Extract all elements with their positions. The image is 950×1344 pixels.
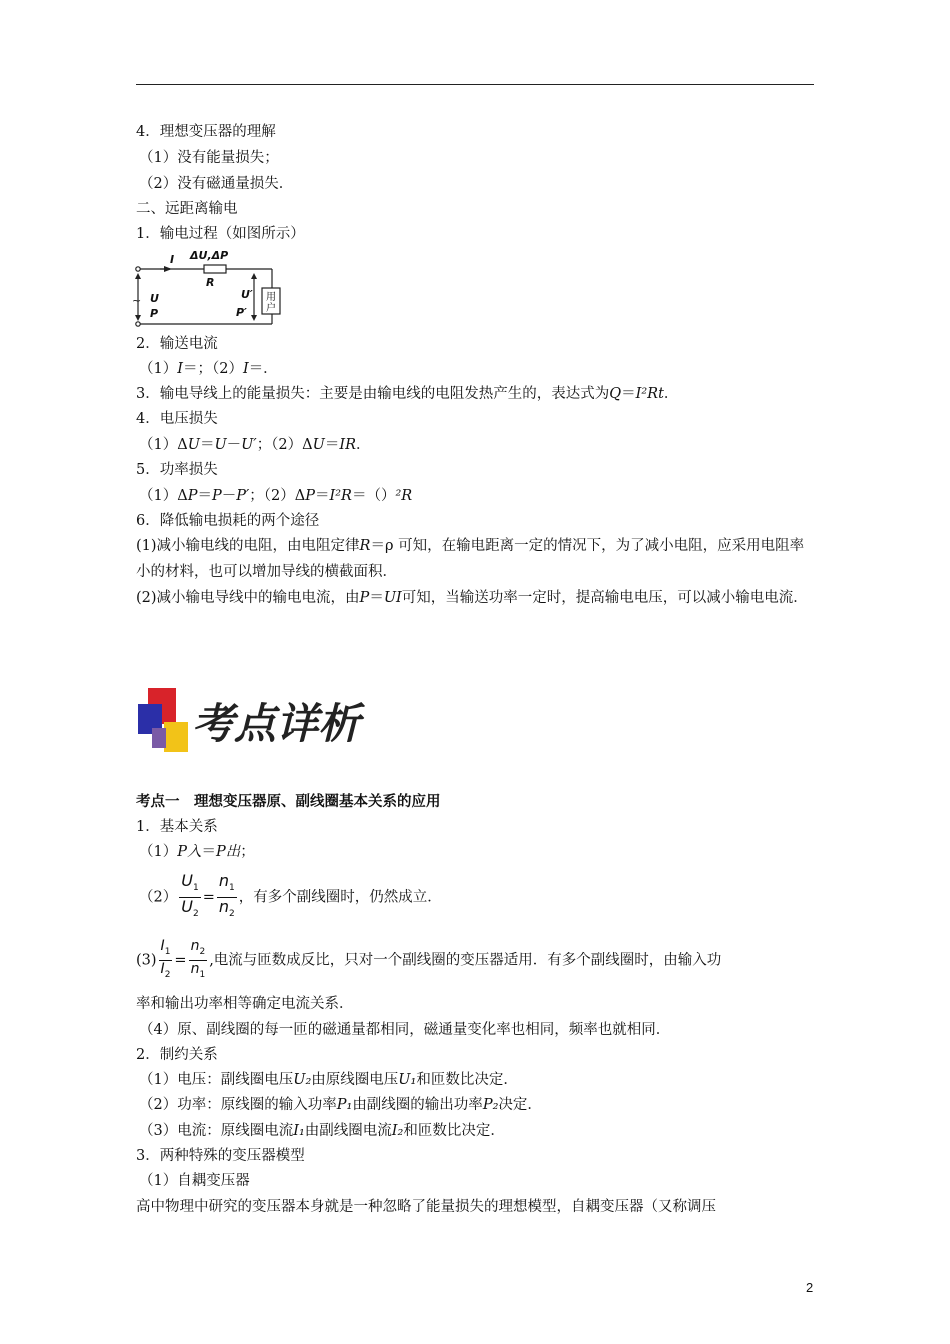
banner-title: 考点详析: [192, 699, 361, 748]
line-reduce-loss-heading: 6．降低输电损耗的两个途径: [136, 513, 320, 529]
line-power-equality: （1）P入＝P出；: [139, 844, 255, 860]
line-voltage-loss-heading: 4．电压损失: [136, 411, 218, 427]
circuit-ac-symbol: ~: [132, 294, 142, 307]
line-constraint-heading: 2．制约关系: [136, 1047, 218, 1063]
line-constraint-power: （2）功率：原线圈的输入功率P₁由副线圈的输出功率P₂决定．: [139, 1097, 542, 1113]
line-autotransformer-desc: 高中物理中研究的变压器本身就是一种忽略了能量损失的理想模型，自耦变压器（又称调压: [136, 1199, 716, 1215]
line-voltage-ratio: （2） $\frac{U_1}{U_2}$ = $\frac{n_1}{n_2}$ ，有多个副线圈时，仍然成立．: [139, 872, 442, 923]
line-current-formulas: （1）I＝；（2）I＝．: [139, 361, 278, 377]
line-no-flux-loss: （2）没有磁通量损失．: [139, 176, 294, 192]
circuit-label-I: I: [170, 253, 175, 266]
circuit-user-char-2: 户: [266, 303, 276, 314]
circuit-user-char-1: 用: [266, 292, 276, 303]
circuit-label-R: R: [206, 276, 215, 289]
header-rule: [136, 84, 814, 85]
line-autotransformer: （1）自耦变压器: [139, 1173, 250, 1189]
line-power-loss-formulas: （1）ΔP＝P－P′；（2）ΔP＝I²R＝（）²R: [139, 488, 413, 504]
line-voltage-loss-formulas: （1）ΔU＝U－U′；（2）ΔU＝IR．: [139, 437, 371, 453]
line-transmission-process: 1．输电过程（如图所示）: [136, 226, 305, 242]
line-no-energy-loss: （1）没有能量损失；: [139, 150, 279, 166]
circuit-label-P-prime: P′: [236, 306, 247, 319]
page-number: 2: [806, 1280, 814, 1295]
section-banner-image: [136, 688, 606, 760]
line-constraint-current: （3）电流：原线圈电流I₁由副线圈电流I₂和匝数比决定．: [139, 1123, 505, 1139]
line-special-models: 3．两种特殊的变压器模型: [136, 1148, 305, 1164]
line-flux-same: （4）原、副线圈的每一匝的磁通量都相同，磁通量变化率也相同，频率也就相同．: [139, 1022, 671, 1038]
line-current-relation-cont: 率和输出功率相等确定电流关系．: [136, 996, 354, 1012]
transmission-circuit-diagram: [132, 246, 292, 332]
circuit-label-loss: ΔU,ΔP: [190, 249, 229, 262]
topic-one-heading: 考点一 理想变压器原、副线圈基本关系的应用: [136, 794, 441, 810]
circuit-label-U-prime: U′: [241, 288, 253, 301]
paragraph-reduce-current: (2)减小输电导线中的输电电流，由P＝UI可知，当输送功率一定时，提高输电电压，可以减小输电电流．: [136, 590, 808, 606]
fraction-turns-1: $\frac{n_1}{n_2}$: [218, 871, 235, 920]
paragraph-reduce-resistance: (1)减小输电线的电阻，由电阻定律R＝ρ 可知，在输电距离一定的情况下，为了减小电阻，应采用电阻率小的材料，也可以增加导线的横截面积．: [136, 538, 805, 580]
circuit-label-U: U: [150, 292, 159, 305]
section-heading-long-distance: 二、远距离输电: [136, 201, 238, 217]
fraction-current: $\frac{I_1}{I_2}$: [160, 938, 171, 980]
circuit-label-P: P: [150, 307, 159, 320]
line-transmit-current-heading: 2．输送电流: [136, 336, 218, 352]
line-constraint-voltage: （1）电压：副线圈电压U₂由原线圈电压U₁和匝数比决定．: [139, 1072, 518, 1088]
fraction-turns-2: $\frac{n_2}{n_1}$: [190, 938, 206, 980]
fraction-voltage: $\frac{U_1}{U_2}$: [181, 871, 199, 920]
line-energy-loss: 3．输电导线上的能量损失：主要是由输电线的电阻发热产生的，表达式为Q＝I²Rt．: [136, 386, 679, 402]
current-arrow-icon: [164, 266, 172, 272]
line-basic-relations: 1．基本关系: [136, 819, 218, 835]
line-current-ratio: (3) $\frac{I_1}{I_2}$ = $\frac{n_2}{n_1}$ ,电流与匝数成反比，只对一个副线圈的变压器适用．有多个副线圈时，由输入功: [136, 938, 721, 983]
line-ideal-transformer-heading: 4．理想变压器的理解: [136, 124, 276, 140]
line-power-loss-heading: 5．功率损失: [136, 462, 218, 478]
